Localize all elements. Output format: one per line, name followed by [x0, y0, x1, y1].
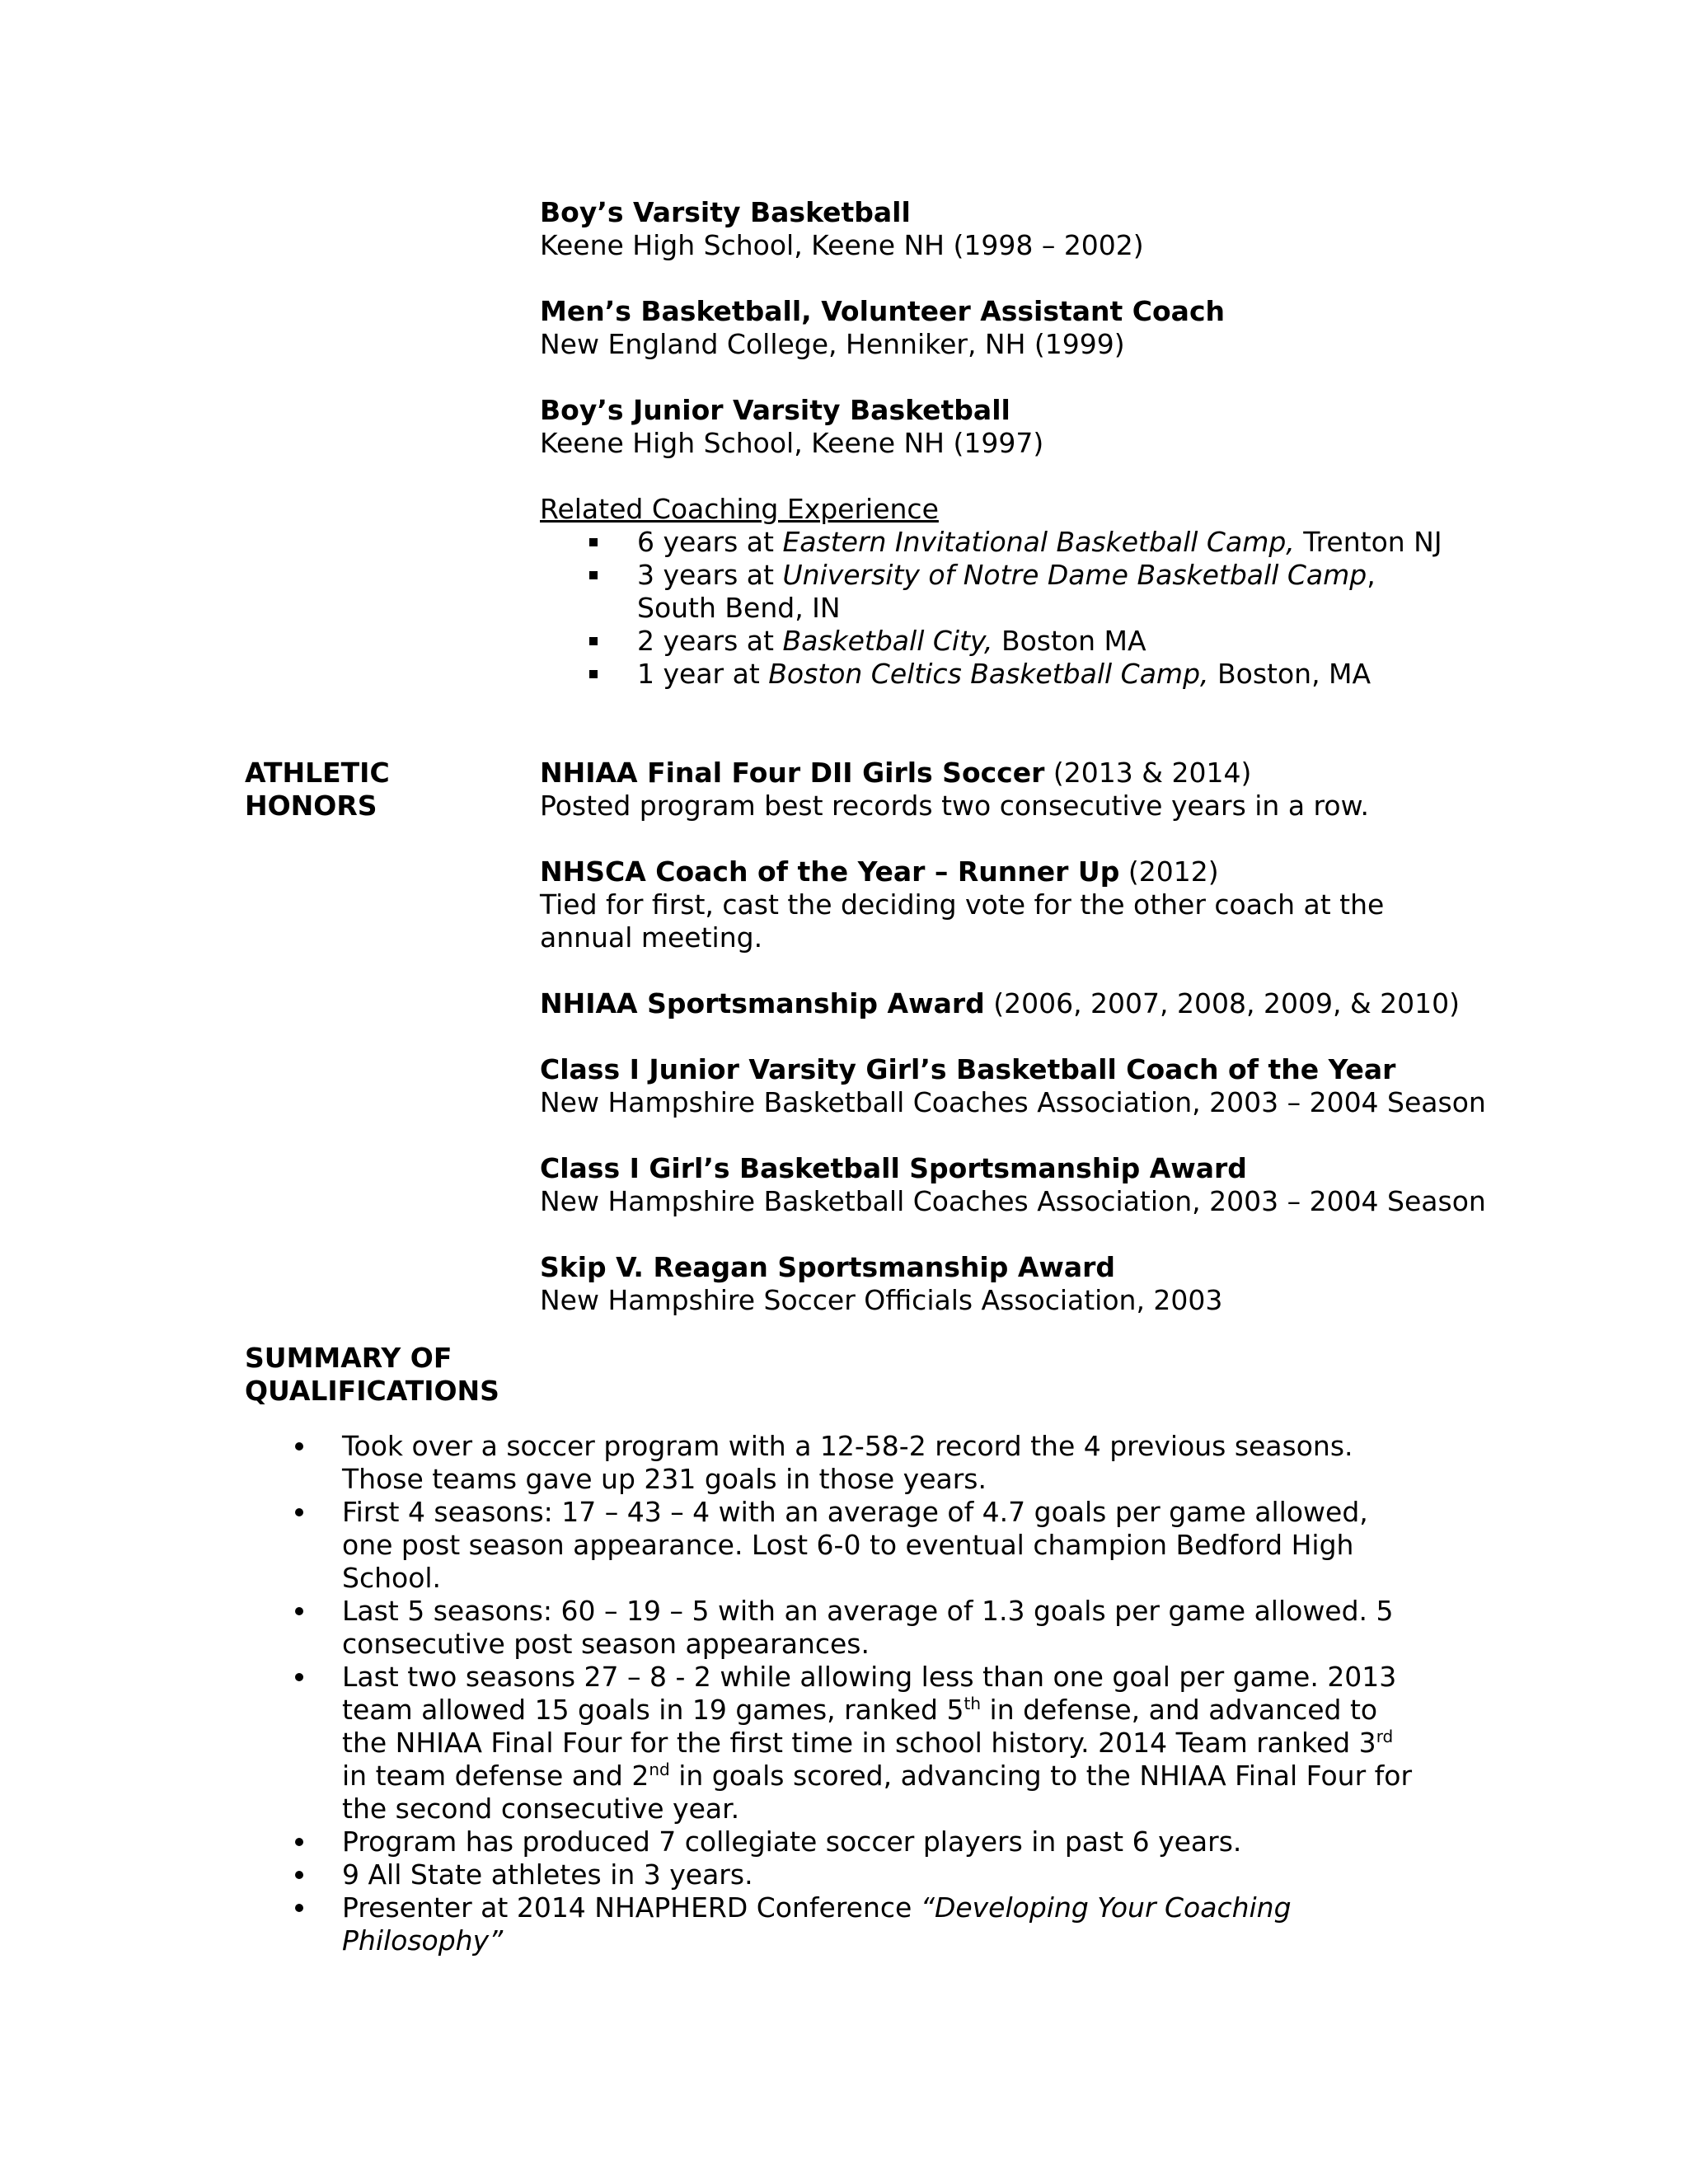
coaching-entry	[540, 196, 1479, 262]
honor-entry	[540, 855, 1479, 954]
list-item: Last two seasons 27 – 8 - 2 while allowing less than one goal per game. 2013 team allowed 15 goals in 19 games, ranked 5th in defense, and advanced to the NHIAA Final Four for the first time in school history. 2014 Team ranked 3rd in team defense and 2nd in goals scored, advancing to the NHIAA Final Four for the second consecutive year.	[293, 1661, 1422, 1825]
honor-detail: Posted program best records two consecutive years in a row.	[540, 790, 1370, 822]
honor-detail: New Hampshire Basketball Coaches Association, 2003 – 2004 Season	[540, 1185, 1486, 1217]
honor-entry	[540, 1152, 1486, 1218]
honor-entry	[540, 1053, 1486, 1119]
list-item: Took over a soccer program with a 12-58-2 record the 4 previous seasons. Those teams gave up 231 goals in those years.	[293, 1430, 1422, 1496]
square-bullet-icon	[589, 637, 598, 645]
list-item: 1 year at Boston Celtics Basketball Camp, Boston, MA	[589, 658, 1447, 691]
bullet-icon	[295, 1442, 303, 1451]
athletic-honors-label: ATHLETIC HONORS	[245, 757, 390, 822]
honor-years: (2012)	[1119, 855, 1219, 888]
honor-title: NHSCA Coach of the Year – Runner Up	[540, 855, 1120, 888]
coaching-detail: New England College, Henniker, NH (1999)	[540, 328, 1125, 360]
list-item: 2 years at Basketball City, Boston MA	[589, 625, 1447, 658]
honor-entry	[540, 987, 1479, 1020]
square-bullet-icon	[589, 670, 598, 678]
list-item: 6 years at Eastern Invitational Basketball Camp, Trenton NJ	[589, 526, 1447, 559]
coaching-detail: Keene High School, Keene NH (1997)	[540, 427, 1044, 459]
summary-label: SUMMARY OF QUALIFICATIONS	[245, 1342, 499, 1407]
coaching-title: Boy’s Varsity Basketball	[540, 196, 911, 228]
honor-entry	[540, 757, 1479, 823]
honor-title: Class I Junior Varsity Girl’s Basketball Coach of the Year	[540, 1053, 1396, 1085]
honor-years: (2006, 2007, 2008, 2009, & 2010)	[984, 987, 1461, 1019]
list-item: Program has produced 7 collegiate soccer players in past 6 years.	[293, 1825, 1422, 1858]
coaching-entry	[540, 394, 1479, 460]
list-item: 3 years at University of Notre Dame Basketball Camp, South Bend, IN	[589, 559, 1447, 625]
honor-title: NHIAA Sportsmanship Award	[540, 987, 985, 1019]
list-item: First 4 seasons: 17 – 43 – 4 with an average of 4.7 goals per game allowed, one post season appearance. Lost 6-0 to eventual champion Bedford High School.	[293, 1496, 1422, 1595]
coaching-title: Boy’s Junior Varsity Basketball	[540, 394, 1010, 426]
list-item: Last 5 seasons: 60 – 19 – 5 with an average of 1.3 goals per game allowed. 5 consecutive post season appearances.	[293, 1595, 1422, 1661]
related-heading: Related Coaching Experience	[540, 493, 939, 525]
bullet-icon	[295, 1838, 303, 1846]
list-item: Presenter at 2014 NHAPHERD Conference “Developing Your Coaching Philosophy”	[293, 1891, 1422, 1957]
summary-list	[293, 1430, 1422, 1957]
bullet-icon	[295, 1871, 303, 1879]
honor-detail: New Hampshire Basketball Coaches Association, 2003 – 2004 Season	[540, 1086, 1486, 1118]
honor-title: NHIAA Final Four DII Girls Soccer	[540, 757, 1045, 789]
coaching-entry	[540, 295, 1479, 361]
related-list	[589, 526, 1447, 691]
bullet-icon	[295, 1508, 303, 1516]
square-bullet-icon	[589, 571, 598, 579]
honor-title: Skip V. Reagan Sportsmanship Award	[540, 1251, 1116, 1283]
honor-entry	[540, 1251, 1479, 1317]
honor-years: (2013 & 2014)	[1044, 757, 1252, 789]
bullet-icon	[295, 1607, 303, 1615]
list-item: 9 All State athletes in 3 years.	[293, 1858, 1422, 1891]
bullet-icon	[295, 1904, 303, 1912]
square-bullet-icon	[589, 538, 598, 546]
bullet-icon	[295, 1673, 303, 1681]
honor-title: Class I Girl’s Basketball Sportsmanship Award	[540, 1152, 1247, 1184]
honor-detail: New Hampshire Soccer Officials Association, 2003	[540, 1284, 1223, 1316]
coaching-detail: Keene High School, Keene NH (1998 – 2002)	[540, 229, 1144, 261]
coaching-title: Men’s Basketball, Volunteer Assistant Coach	[540, 295, 1225, 327]
honor-detail: Tied for first, cast the deciding vote for the other coach at the annual meeting.	[540, 888, 1385, 954]
